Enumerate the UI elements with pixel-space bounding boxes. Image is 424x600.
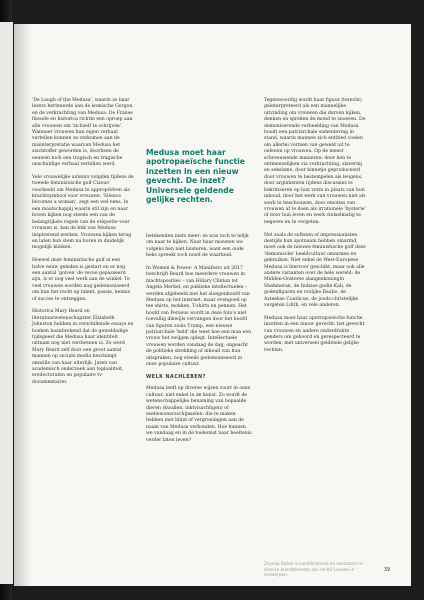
paragraph: Tegenwoordig wordt haar figuur (terecht) geïnterpreteerd als een mannelijke uitvinding om vrouwen die durven kijken, denken en spreken de mond te snoeren. De demoniserende verbeelding van Medusa houdt een patriarchale samenleving in stand, waarin mannen zich entitled voelen om allerlei vormen van geweld uit te oefenen op vrouwen. Op de meest schreeuwende manieren: door hen te ontmenselijken via verkrachting, slavernij en seksisme, door kinnetje geproduceerd door vrouwen te bestempelen als leugens, door argumenten tijdens discussies te bekritiseren op hun vorm in plaats van hun inhoud, door het werk van vrouwen niet als werk te beschouwen, door emoties van vrouwen af te doen als irrationele 'hysterie' of door hun leven en werk stelselmatig te negeren en te vergeten. xyxy=(264,98,366,225)
text-column-left xyxy=(32,98,134,386)
text-column-right xyxy=(264,98,367,354)
paragraph: Net zoals de softsten of impressionisten destijds hun spotnaam hebben omarmd, moet ook de nieuwe feministische golf deze 'demonische' beeldcultuur omarmen en gebruiken. Niet enkel de West-Europese Medusa is hiervoor geschikt, maar ook alle andere varianten over de hele wereld: de Midden-Oosterse slangenkoningin Shahmeran, de Indiase godin Kali, de godenfiguren en vrolijke Baubo, de Azteekse Coatlicue, de joods-christelijke vergeten Lilith, en vele anderen. xyxy=(264,232,366,308)
paragraph: Historica Mary Beard en literatuurwetenschapster Elizabeth Johnston hebben in verschillende essays en boeken baanbrekend dat de geweldadige tijdsgeest die Medusa haar identiteit ontnam nog niet verdwenen is. Zo werd Mary Beard zelf door een groot aantal mannen op sociale media beschimpt omwille van haar uiterlijk. Jaren van academisch onderzoek aan toploaliteit, eredoctoraten en populaire tv-documentaires xyxy=(32,309,134,385)
paragraph: Medusa leeft op diverse wijzen voort in onze cultuur, niet enkel in de kunst. Zo wordt de wetenschappelijke benaming van bepaalde dieren (kwallen, inktvisachtigen) of zeebewonersschijnselen: die te maken hebben met blind of vergroeiingen aan de naam van Medusa verbonden. Hoe kunnen we vandaag en in de toekomst haar beeltenis verder laten leven? xyxy=(146,386,252,443)
paragraph: betekenden niets meer: ze was toch te lelijk om naar te kijken. Naar haar moesten we volgens hen niet luisteren, want een oude heks spreekt toch nooit de waarheid. xyxy=(146,234,249,259)
paragraph: Medusa moet haar apotropaeïsche functie inzetten in een nieuw gevecht: het gevecht van vrouwen en andere onderdrukte genders om gehoord en gerespecteerd te worden, met universeel geldende gelijke rechten. xyxy=(264,315,365,353)
facing-page-edge xyxy=(0,22,13,584)
section-subheading: WELK NACHLEBEN? xyxy=(146,374,206,380)
magazine-page xyxy=(14,24,411,586)
text-column-middle xyxy=(146,234,252,444)
pull-quote: Medusa moet haar apotropaeïsche functie inzetten in een nieuw gevecht. De inzet? Universele geldende gelijke rechten. xyxy=(146,148,245,205)
author-bio-caption: Zeynep Kubat is kunsthistorica en werkzaam in diverse kunstthemata aan de KU Leuven in Antwerpen. xyxy=(264,561,364,578)
paragraph: In Women & Power: A Manifesto uit 2017 beschrijft Beard hoe meerdere vrouwen in machtsposities – van Hillary Clinton tot Angela Merkel, en publieke intellectuelen – werden afgebeeld met het slangenhoofd van Medusa op het internet, maar evengoed op tee shirts, mokken, T-shirts en pennen. Het hoofd van Perseus wordt in deze foto's niet toevallig dikwijls vervangen door het hoofd van figuren zoals Trump, een nieuwe patriarchale 'held' die weet hoe een man een vrouw het zwijgen oplegt. Intellectuele vrouwen worden vandaag de dag, ongeacht de politieke strekking of inhoud van hun uitspraken, nog steeds gedemoniseerd in onze populaire cultuur. xyxy=(146,266,252,368)
paragraph: Hoewel deze feministische golf al een halve eeuw geleden is gestart en er nog een aantal 'golven' de revue gepasseerd zijn, is er nog veel werk aan de winkel. Te veel vrouwen worden nog gedemoniseerd om hun het recht op talent, passie, kennis of succes te ontzeggen. xyxy=(32,258,131,302)
paragraph: 'De Laugh of the Medusa', waarin ze haar lezers herinnerde aan de komische Gorgon en de verkrachting van Medusa. De Franse filosofe en historica richtte een oproep aan alle vrouwen om 'zichzelf te schrijven'. Wanneer vrouwen hun eigen verhaal vertellen kunnen ze ontkomen aan de misinterpretatie waarvan Medusa het slachtoffer geworden is, doorheen de eeuwen toch een tragisch en tragische onschuldige verhaal vertellen werd. xyxy=(32,98,133,168)
paragraph: Vele vrouwelijke auteurs volgden tijdens de tweede feministische golf Cixous' voorbeeld om Medusa te appropriëren als krachtsymbool voor vrouwen. 'Silence becomes a woman', zegt een wel eens. In een maatschappij waarin stil zijn en naar boven kijken nog steeds een van de belangrijkste regels van de etiquette voor vrouwen is, kan de blik van Medusa inspirerend werken. Vrouwen kijken terug en laten hun stem nu horen in duidelijk mogelijk klinken. xyxy=(32,174,134,251)
gutter-shadow xyxy=(14,24,32,586)
page-number: 39 xyxy=(384,568,391,573)
